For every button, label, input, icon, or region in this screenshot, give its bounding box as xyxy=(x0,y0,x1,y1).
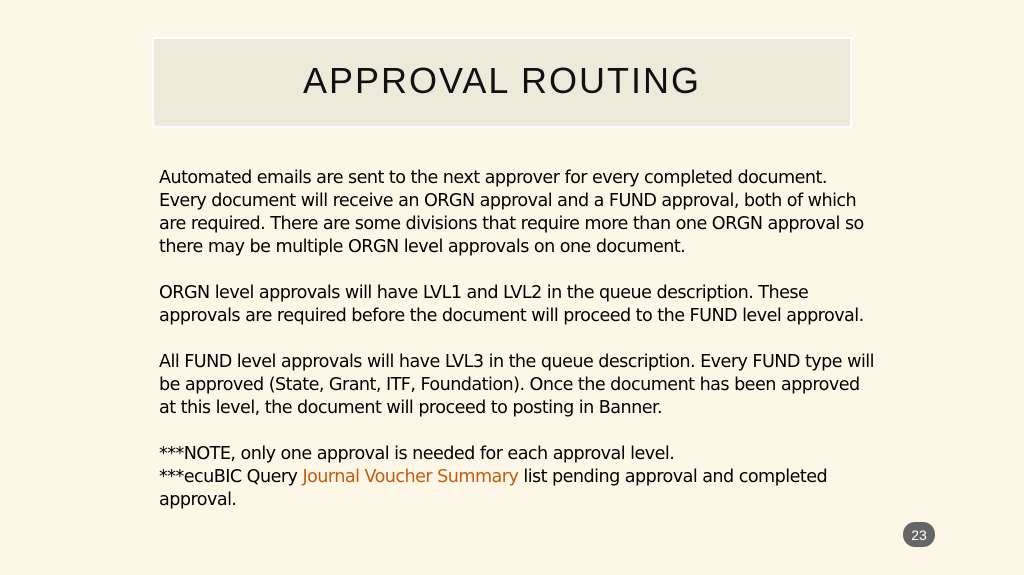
title-box xyxy=(152,37,852,128)
journal-voucher-summary-link[interactable]: Journal Voucher Summary xyxy=(302,467,519,487)
slide-body xyxy=(159,167,879,512)
note-ecubic-query xyxy=(159,466,879,512)
slide-title: APPROVAL ROUTING xyxy=(302,59,702,101)
note-one-approval: ***NOTE, only one approval is needed for each approval level. xyxy=(159,444,675,464)
note-query-suffix: list pending approval and completed approval. xyxy=(159,467,828,510)
note-query-prefix: ***ecuBIC Query xyxy=(159,467,303,487)
paragraph-orgn-levels: ORGN level approvals will have LVL1 and LVL2 in the queue description. These approvals are required before the document will proceed to the FUND level approval. xyxy=(159,283,864,326)
paragraph-emails: Automated emails are sent to the next approver for every completed document. Every document will receive an ORGN approval and a FUND approval, both of which are required. There are some divisions that require more than one ORGN approval so there may be multiple ORGN level approvals on one document. xyxy=(159,168,864,257)
page-number: 23 xyxy=(911,526,927,543)
paragraph-fund-levels: All FUND level approvals will have LVL3 in the queue description. Every FUND type will be approved (State, Grant, ITF, Foundation). Once the document has been approved at this level, the document will proceed to posting in Banner. xyxy=(159,352,874,418)
page-number-badge xyxy=(903,522,935,547)
